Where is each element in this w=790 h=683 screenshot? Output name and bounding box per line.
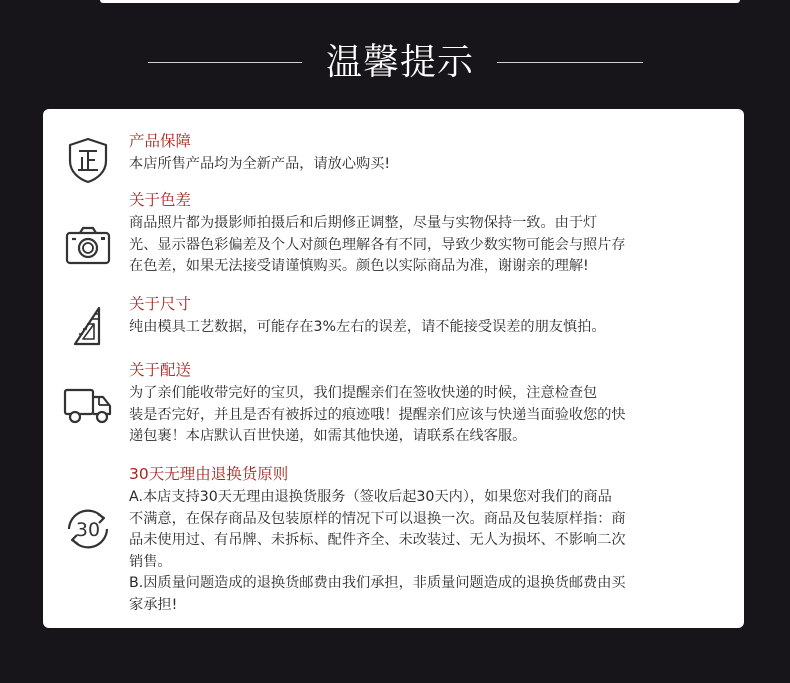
- page-title: 温馨提示: [325, 42, 474, 83]
- return-30-icon: [63, 504, 113, 554]
- body-line: 装是否完好，并且是否有被拆过的痕迹哦！提醒亲们应该与快递当面验收您的快: [129, 406, 626, 423]
- body-line: 纯由模具工艺数据，可能存在3%左右的误差，请不能接受误差的朋友慎拍。: [129, 319, 606, 335]
- body-line: 品未使用过、有吊牌、未拆标、配件齐全、未改装过、无人为损坏、不影响二次: [129, 532, 626, 548]
- section-title: 关于尺寸: [129, 295, 192, 313]
- section-body: [129, 383, 713, 448]
- section-body: [129, 154, 713, 176]
- section-title: 关于色差: [129, 191, 192, 209]
- ruler-triangle-icon: [63, 302, 113, 352]
- section-body: [129, 213, 713, 278]
- body-line: B.因质量问题造成的退换货邮费由我们承担，非质量问题造成的退换货邮费由买: [129, 575, 626, 591]
- header-divider-left: [148, 62, 302, 63]
- body-line: 光、显示器色彩偏差及个人对颜色理解各有不同，导致少数实物可能会与照片存: [129, 236, 626, 253]
- body-line: A.本店支持30天无理由退换货服务（签收后起30天内），如果您对我们的商品: [129, 489, 612, 505]
- section-title: 30天无理由退换货原则: [129, 465, 289, 483]
- top-strip: [100, 0, 740, 3]
- body-line: 家承担!: [129, 596, 178, 613]
- return-days-text: 30: [75, 519, 101, 541]
- section-body: [129, 317, 713, 339]
- body-line: 在色差，如果无法接受请谨慎购买。颜色以实际商品为准，谢谢亲的理解!: [129, 258, 589, 274]
- section-title: 产品保障: [129, 132, 192, 150]
- section-title: 关于配送: [129, 361, 192, 379]
- header-divider-right: [497, 62, 643, 63]
- body-line: 为了亲们能收带完好的宝贝，我们提醒亲们在签收快递的时候，注意检查包: [129, 385, 598, 401]
- body-line: 商品照片都为摄影师拍摄后和后期修正调整，尽量与实物保持一致。由于灯: [129, 215, 598, 231]
- body-line: 不满意，在保存商品及包装原样的情况下可以退换一次。商品及包装原样指：商: [129, 510, 626, 527]
- notice-card: [43, 109, 744, 628]
- body-line: 递包裹！本店默认百世快递，如需其他快递，请联系在线客服。: [129, 428, 527, 444]
- page-header: [0, 38, 790, 88]
- delivery-truck-icon: [63, 380, 113, 430]
- camera-icon: [63, 220, 113, 270]
- shield-zheng-icon: [63, 135, 113, 185]
- section-body: [129, 487, 713, 616]
- body-line: 本店所售产品均为全新产品，请放心购买!: [129, 156, 391, 172]
- body-line: 销售。: [129, 553, 172, 570]
